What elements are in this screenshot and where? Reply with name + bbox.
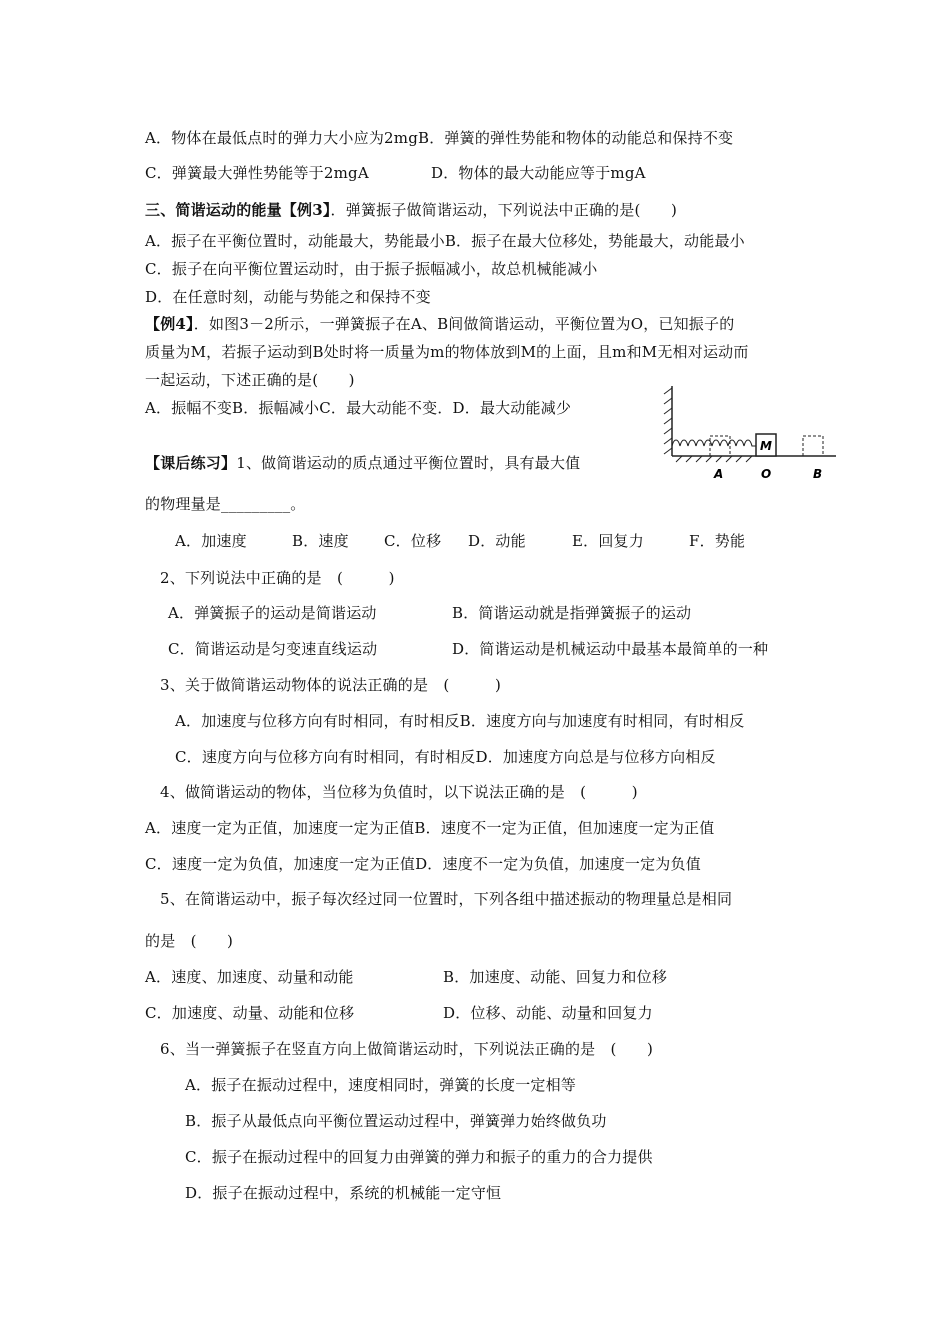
- q5-options-cd: [145, 1002, 653, 1024]
- wall-hatching: [664, 388, 672, 454]
- example4-line3: 一起运动，下述正确的是( ): [145, 371, 355, 389]
- example4-line1: [145, 313, 734, 335]
- floor-hatching: [676, 456, 752, 462]
- q4-options-ab: A．速度一定为正值，加速度一定为正值B．速度不一定为正值，但加速度一定为正值: [145, 819, 715, 837]
- q3-options-cd: C．速度方向与位移方向有时相同，有时相反D．加速度方向总是与位移方向相反: [175, 748, 716, 766]
- q4-stem: 4、做简谐运动的物体，当位移为负值时，以下说法正确的是 ( ): [160, 783, 638, 801]
- prev-options-cd: [145, 162, 646, 184]
- q3-options-ab: A．加速度与位移方向有时相同，有时相反B．速度方向与加速度有时相同，有时相反: [175, 712, 745, 730]
- q5-option-b: B．加速度、动能、回复力和位移: [443, 968, 668, 986]
- q5-options-ab: [145, 966, 667, 988]
- homework-label: 【课后练习】: [145, 454, 237, 472]
- example4-text1: ．如图3－2所示，一弹簧振子在A、B间做简谐运动，平衡位置为O，已知振子的: [193, 315, 735, 333]
- section3-question: [145, 199, 677, 221]
- q5-option-d: D．位移、动能、动量和回复力: [443, 1004, 653, 1022]
- q3-stem: 3、关于做简谐运动物体的说法正确的是 ( ): [160, 676, 502, 694]
- q2-option-d: D．简谐运动是机械运动中最基本最简单的一种: [452, 640, 769, 658]
- q2-option-b: B．简谐运动就是指弹簧振子的运动: [452, 604, 692, 622]
- q1-options: [175, 530, 745, 552]
- q5-option-c: C．加速度、动量、动能和位移: [145, 1004, 355, 1022]
- q4-options-cd: C．速度一定为负值，加速度一定为正值D．速度不一定为负值，加速度一定为负值: [145, 855, 701, 873]
- q1-option-c: C．位移: [384, 532, 442, 550]
- q5-stem2: 的是 ( ): [145, 932, 234, 950]
- q2-option-a: A．弹簧振子的运动是简谐运动: [168, 604, 377, 622]
- q6-option-c: C．振子在振动过程中的回复力由弹簧的弹力和振子的重力的合力提供: [185, 1148, 653, 1166]
- spring-oscillator-figure: [660, 384, 840, 484]
- prev-option-d: D．物体的最大动能应等于mgA: [431, 164, 646, 182]
- q2-options-ab: [168, 602, 691, 624]
- q2-option-c: C．简谐运动是匀变速直线运动: [168, 640, 378, 658]
- q5-option-a: A．速度、加速度、动量和动能: [145, 968, 354, 986]
- q1-option-e: E．回复力: [572, 532, 644, 550]
- block-m-label: M: [760, 439, 772, 453]
- q1-stem2: 的物理量是_________。: [145, 495, 306, 513]
- example4-line2: 质量为M，若振子运动到B处时将一质量为m的物体放到M的上面，且m和M无相对运动而: [145, 343, 749, 361]
- q2-options-cd: [168, 638, 768, 660]
- q1-option-d: D．动能: [468, 532, 526, 550]
- section3-option-c: C．振子在向平衡位置运动时，由于振子振幅减小，故总机械能减小: [145, 260, 598, 278]
- q6-stem: 6、当一弹簧振子在竖直方向上做简谐运动时，下列说法正确的是 ( ): [160, 1040, 654, 1058]
- example4-options: A．振幅不变B．振幅减小C．最大动能不变．D．最大动能减少: [145, 399, 572, 417]
- section3-stem: ．弹簧振子做简谐运动，下列说法中正确的是( ): [330, 201, 678, 219]
- q6-option-a: A．振子在振动过程中，速度相同时，弹簧的长度一定相等: [185, 1076, 577, 1094]
- example4-label: 【例4】: [145, 315, 194, 333]
- q1-option-f: F．势能: [689, 532, 746, 550]
- prev-option-a: A．物体在最低点时的弹力大小应为2mgB．弹簧的弹性势能和物体的动能总和保持不变: [145, 129, 734, 147]
- q5-stem1: 5、在简谐运动中，振子每次经过同一位置时，下列各组中描述振动的物理量总是相同: [160, 890, 733, 908]
- section3-heading: 三、简谐运动的能量【例3】: [145, 201, 331, 219]
- dashed-block-b: [803, 436, 823, 456]
- label-a: A: [714, 467, 724, 481]
- q2-stem: 2、下列说法中正确的是 ( ): [160, 569, 395, 587]
- q1-option-b: B．速度: [292, 532, 349, 550]
- q6-option-b: B．振子从最低点向平衡位置运动过程中，弹簧弹力始终做负功: [185, 1112, 607, 1130]
- homework-q1: [145, 452, 580, 474]
- prev-option-c: C．弹簧最大弹性势能等于2mgA: [145, 164, 369, 182]
- q1-stem1: 1、做简谐运动的质点通过平衡位置时，具有最大值: [236, 454, 581, 472]
- spring: [672, 440, 756, 446]
- section3-option-d: D．在任意时刻，动能与势能之和保持不变: [145, 288, 431, 306]
- label-b: B: [813, 467, 823, 481]
- q1-option-a: A．加速度: [175, 532, 247, 550]
- section3-option-ab: A．振子在平衡位置时，动能最大，势能最小B．振子在最大位移处，势能最大，动能最小: [145, 232, 745, 250]
- q6-option-d: D．振子在振动过程中，系统的机械能一定守恒: [185, 1184, 502, 1202]
- label-o: O: [761, 467, 772, 481]
